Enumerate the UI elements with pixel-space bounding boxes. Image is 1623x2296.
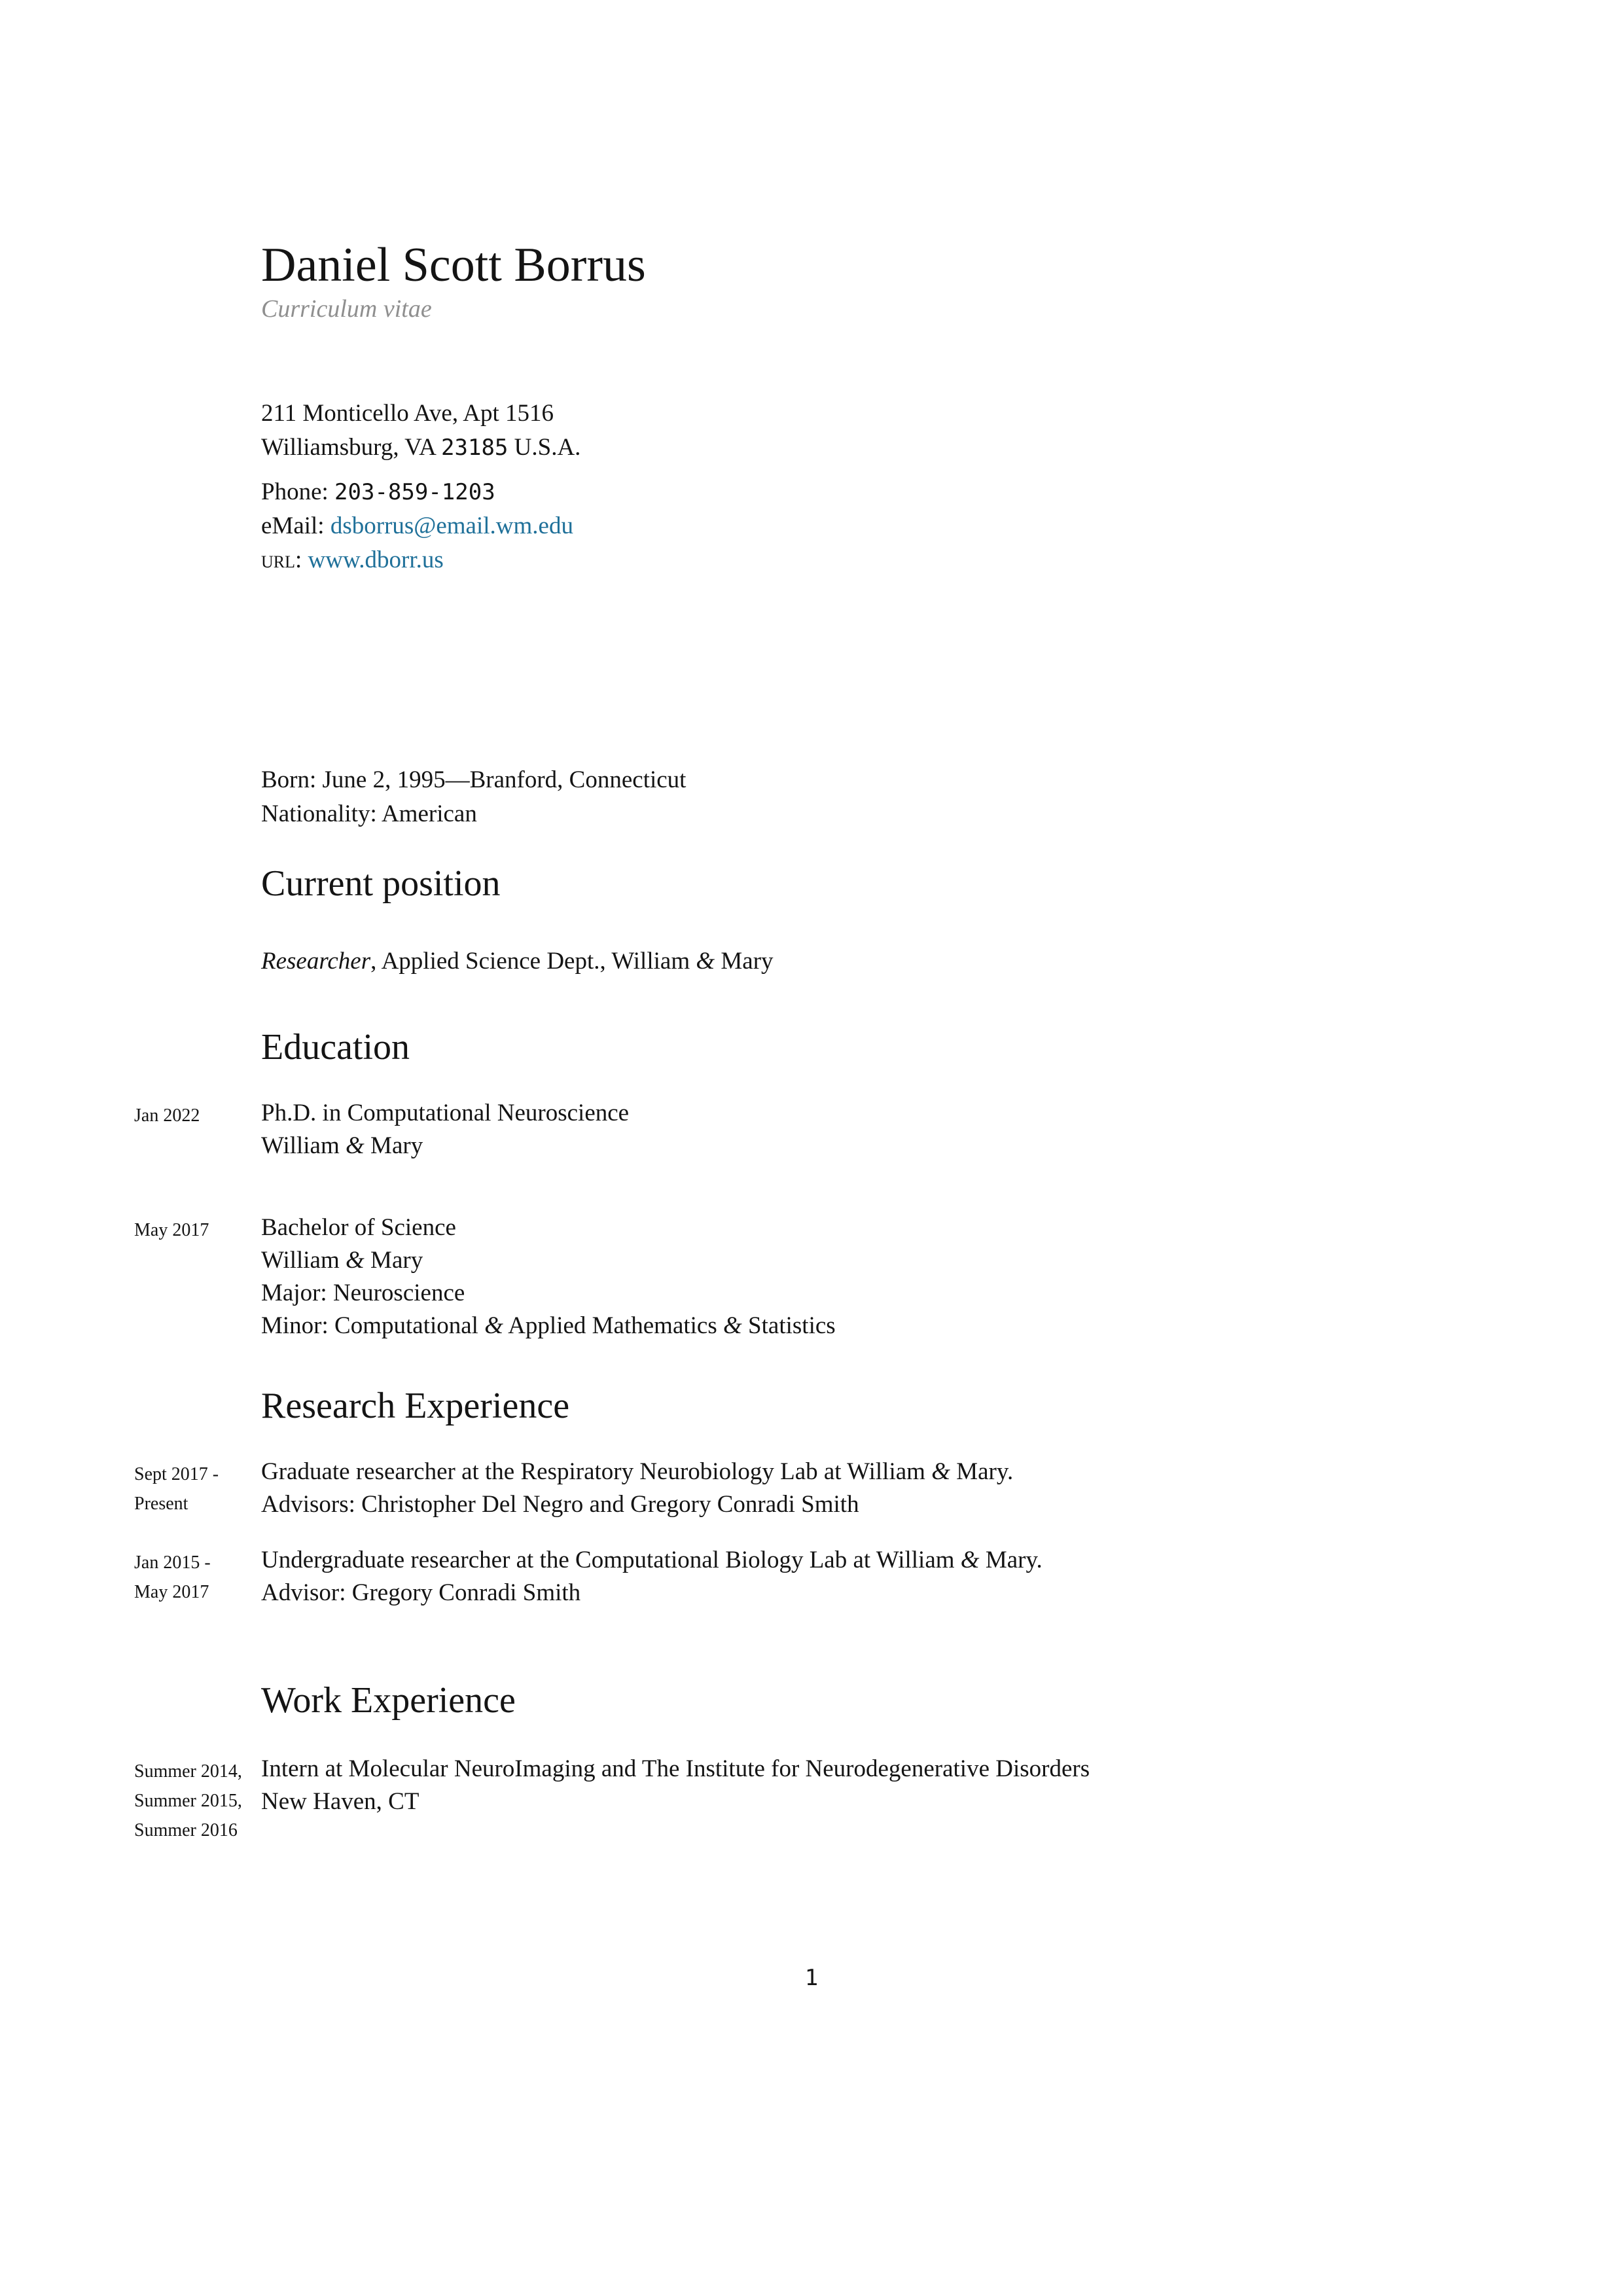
text-segment: Graduate researcher at the Respiratory Neurobiology Lab at William [261,1458,932,1485]
text-segment: url: [261,547,302,573]
cv-entry [134,945,1623,978]
section-title: Work Experience [261,1680,516,1721]
section-research-experience [0,1385,1623,1632]
text-segment [302,547,308,573]
entry-body [261,1456,1013,1521]
section-title: Research Experience [261,1386,570,1426]
entry-line [261,1488,1013,1521]
page-footer [0,1964,1623,1993]
entry-date: Jan 2022 [134,1105,200,1126]
entry-dates [134,1456,261,1521]
contact-block [261,475,573,577]
address-block [261,397,580,465]
section-title: Current position [261,863,501,904]
text-segment: Williamsburg, VA [261,434,442,461]
entry-line [261,1785,1090,1818]
text-segment: 211 Monticello Ave, Apt 1516 [261,400,554,427]
text-segment: Mary [364,1132,423,1159]
entry-date: May 2017 [134,1220,209,1240]
entry-dates [134,1753,261,1845]
cv-entry [134,1456,1623,1521]
text-segment: Applied Mathematics [503,1312,724,1339]
entry-date: Summer 2016 [134,1820,238,1840]
text-segment: eMail: [261,512,330,539]
text-segment: William [261,1247,346,1274]
text-segment: William [261,1132,346,1159]
entry-line [261,945,774,978]
cv-entry [134,1753,1623,1845]
text-segment: & [346,1132,365,1159]
entry-line [261,1244,836,1277]
text-segment: Major: Neuroscience [261,1280,465,1306]
born-line: Born: June 2, 1995—Branford, Connecticut [261,766,687,793]
entry-line [261,1456,1013,1488]
entry-dates [134,1544,261,1609]
text-segment: Intern at Molecular NeuroImaging and The Institute for Neurodegenerative Disorders [261,1755,1090,1782]
entry-line [261,1130,629,1162]
entry-date: Present [134,1494,188,1514]
bio-block [261,763,686,831]
text-segment: & [696,948,715,975]
entry-date: Summer 2015, [134,1791,242,1811]
entry-line [261,1753,1090,1785]
text-segment: & [960,1547,980,1573]
cv-subtitle: Curriculum vitae [261,295,432,323]
cv-entry [134,1097,1623,1162]
text-segment: Mary. [950,1458,1014,1485]
entry-date: Jan 2015 - [134,1552,211,1573]
text-segment: Minor: Computational [261,1312,485,1339]
entry-line [261,1277,836,1310]
section-title: Education [261,1027,410,1067]
text-segment: Undergraduate researcher at the Computational Biology Lab at William [261,1547,961,1573]
entry-body [261,1753,1090,1845]
text-segment: 23185 [441,435,508,461]
section-current-position [0,863,1623,978]
text-segment: Researcher [261,948,371,975]
text-segment: & [931,1458,950,1485]
text-segment: Advisor: Gregory Conradi Smith [261,1579,581,1606]
entry-line [261,1211,836,1244]
text-segment: Mary. [979,1547,1043,1573]
text-segment: Ph.D. in Computational Neuroscience [261,1100,630,1126]
entry-line [261,1577,1043,1609]
cv-entry [134,1211,1623,1342]
entry-line [261,1544,1043,1577]
text-segment: Mary [715,948,774,975]
text-segment: & [484,1312,503,1339]
text-segment: Statistics [741,1312,836,1339]
entry-line [261,1097,629,1130]
entry-dates [134,1097,261,1162]
entry-dates [134,945,261,978]
nationality-line: Nationality: American [261,800,477,827]
link[interactable]: dsborrus@email.wm.edu [330,512,573,539]
page-number: 1 [804,1965,819,1991]
text-segment: & [723,1312,742,1339]
url-line [261,543,573,577]
section-education [0,1026,1623,1391]
text-segment: Bachelor of Science [261,1214,456,1241]
entry-date: May 2017 [134,1582,209,1602]
address-line-2 [261,431,580,465]
entry-line [261,1310,836,1342]
entry-body [261,1097,629,1162]
text-segment: & [346,1247,365,1274]
text-segment: 203-859-1203 [334,479,495,505]
phone-line [261,475,573,509]
address-line-1 [261,397,580,431]
cv-header [261,238,646,325]
text-segment: , Applied Science Dept., William [370,948,696,975]
entry-body [261,1211,836,1342]
person-name: Daniel Scott Borrus [261,238,646,292]
section-work-experience [0,1679,1623,1845]
cv-entry [134,1544,1623,1609]
text-segment: New Haven, CT [261,1788,419,1815]
text-segment: Phone: [261,478,335,505]
entry-dates [134,1211,261,1342]
text-segment: U.S.A. [508,434,581,461]
entry-body [261,945,774,978]
email-line [261,509,573,543]
text-segment: Mary [364,1247,423,1274]
text-segment: Advisors: Christopher Del Negro and Gregory Conradi Smith [261,1491,859,1518]
link[interactable]: www.dborr.us [308,547,444,573]
entry-date: Sept 2017 - [134,1464,219,1484]
entry-date: Summer 2014, [134,1761,242,1782]
entry-body [261,1544,1043,1609]
